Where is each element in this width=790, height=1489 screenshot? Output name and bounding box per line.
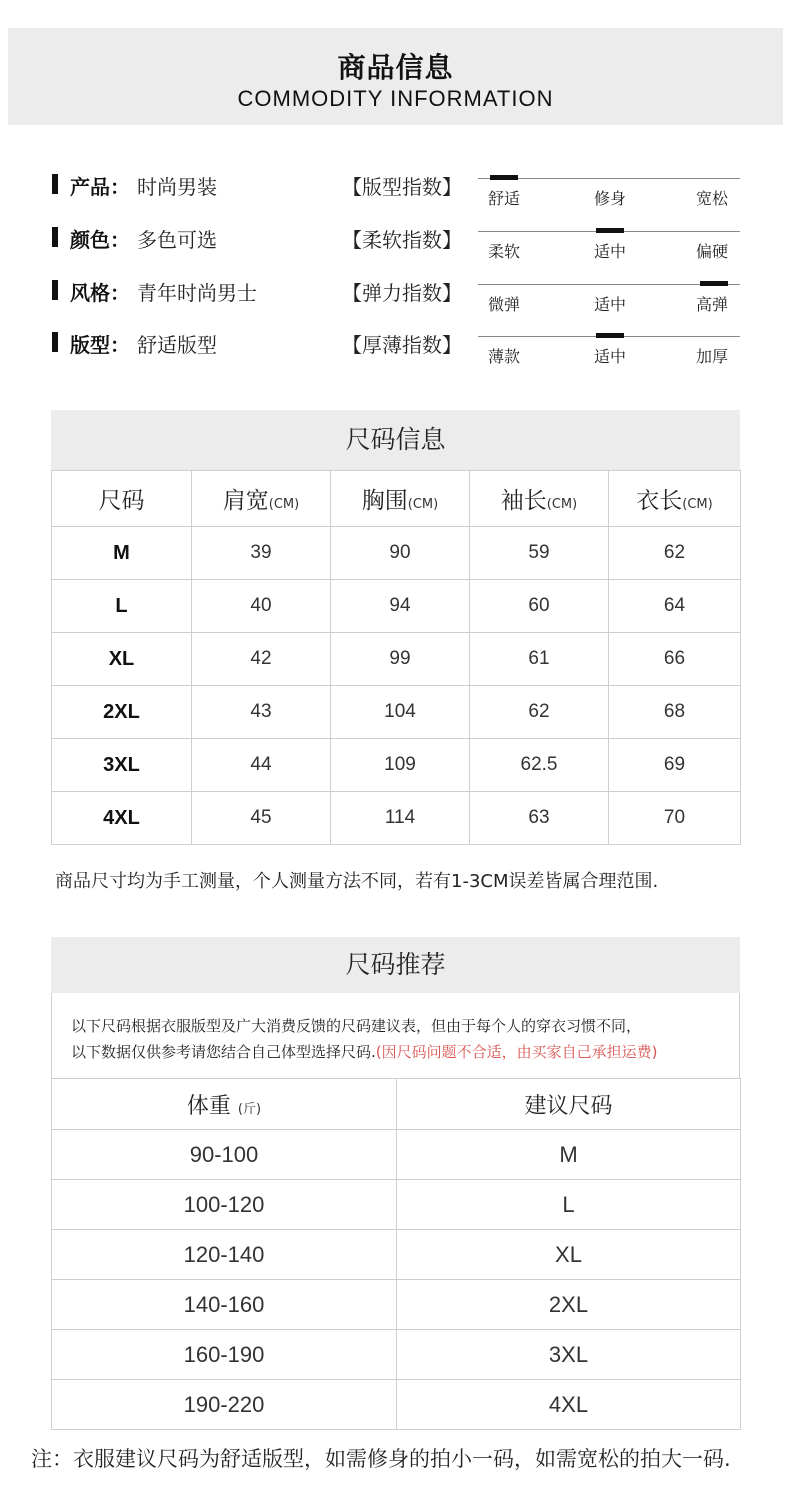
table-row — [52, 633, 741, 686]
table-cell: 42 — [192, 633, 331, 686]
table-cell: 66 — [609, 633, 741, 686]
bullet-bar-icon — [52, 174, 58, 194]
table-cell: 40 — [192, 580, 331, 633]
elasticity-index-label: 【弹力指数】 — [342, 281, 462, 305]
table-cell: 43 — [192, 686, 331, 739]
table-header-row — [52, 471, 741, 527]
table-row — [52, 1280, 741, 1330]
column-header: 胸围(CM) — [331, 471, 470, 527]
column-header: 体重 (斤) — [52, 1079, 397, 1130]
description-line: 以下数据仅供参考请您结合自己体型选择尺码.(因尺码问题不合适，由买家自己承担运费) — [71, 1043, 658, 1061]
table-row — [52, 527, 741, 580]
size-cell: 2XL — [52, 686, 192, 739]
table-cell: 99 — [331, 633, 470, 686]
scale-marker — [490, 175, 518, 180]
weight-cell: 90-100 — [52, 1130, 397, 1180]
scale-option: 适中 — [594, 347, 627, 366]
table-cell: 70 — [609, 792, 741, 845]
table-cell: 90 — [331, 527, 470, 580]
column-header: 衣长(CM) — [609, 471, 741, 527]
size-recommend-title: 尺码推荐 — [51, 937, 740, 993]
size-cell: 4XL — [52, 792, 192, 845]
size-cell: 4XL — [397, 1380, 741, 1430]
column-header: 肩宽(CM) — [192, 471, 331, 527]
table-cell: 109 — [331, 739, 470, 792]
table-cell: 68 — [609, 686, 741, 739]
shipping-warning: (因尺码问题不合适，由买家自己承担运费) — [375, 1043, 658, 1061]
size-recommend-table — [51, 1078, 741, 1430]
weight-cell: 160-190 — [52, 1330, 397, 1380]
table-cell: 94 — [331, 580, 470, 633]
size-cell: 2XL — [397, 1280, 741, 1330]
table-cell: 39 — [192, 527, 331, 580]
header-title-en: COMMODITY INFORMATION — [237, 86, 554, 111]
column-header: 袖长(CM) — [470, 471, 609, 527]
weight-cell: 140-160 — [52, 1280, 397, 1330]
scale-option: 偏硬 — [696, 242, 729, 261]
scale-option: 薄款 — [488, 347, 521, 366]
info-label: 产品： — [70, 175, 130, 199]
table-cell: 44 — [192, 739, 331, 792]
table-cell: 61 — [470, 633, 609, 686]
table-cell: 62 — [470, 686, 609, 739]
column-header: 尺码 — [52, 471, 192, 527]
footer-note: 注：衣服建议尺码为舒适版型，如需修身的拍小一码，如需宽松的拍大一码. — [31, 1447, 731, 1471]
scale-option: 舒适 — [488, 189, 521, 208]
table-cell: 45 — [192, 792, 331, 845]
scale-option: 加厚 — [696, 347, 729, 366]
size-info-title: 尺码信息 — [51, 410, 740, 470]
fit-index-scale — [478, 178, 740, 212]
table-cell: 63 — [470, 792, 609, 845]
scale-option: 宽松 — [696, 189, 729, 208]
info-label: 风格： — [70, 281, 130, 305]
size-cell: 3XL — [52, 739, 192, 792]
info-value: 舒适版型 — [137, 333, 217, 357]
size-cell: L — [397, 1180, 741, 1230]
table-row — [52, 1330, 741, 1380]
bullet-bar-icon — [52, 332, 58, 352]
size-cell: M — [397, 1130, 741, 1180]
table-row — [52, 1380, 741, 1430]
table-cell: 114 — [331, 792, 470, 845]
fit-index-label: 【版型指数】 — [342, 175, 462, 199]
recommend-description — [51, 993, 740, 1078]
thickness-index-label: 【厚薄指数】 — [342, 333, 462, 357]
softness-index-scale — [478, 231, 740, 265]
table-row — [52, 1230, 741, 1280]
table-cell: 62.5 — [470, 739, 609, 792]
softness-index-label: 【柔软指数】 — [342, 228, 462, 252]
table-cell: 69 — [609, 739, 741, 792]
scale-option: 适中 — [594, 295, 627, 314]
table-cell: 60 — [470, 580, 609, 633]
table-header-row — [52, 1079, 741, 1130]
scale-option: 修身 — [594, 189, 627, 208]
weight-cell: 190-220 — [52, 1380, 397, 1430]
info-value: 多色可选 — [137, 228, 217, 252]
size-cell: XL — [52, 633, 192, 686]
table-cell: 59 — [470, 527, 609, 580]
commodity-header — [8, 28, 783, 125]
header-title-cn: 商品信息 — [337, 51, 454, 84]
size-info-table — [51, 470, 741, 845]
table-row — [52, 686, 741, 739]
scale-option: 柔软 — [488, 242, 521, 261]
info-label: 版型： — [70, 333, 130, 357]
scale-option: 高弹 — [696, 295, 729, 314]
elasticity-index-scale — [478, 284, 740, 318]
size-cell: XL — [397, 1230, 741, 1280]
scale-option: 微弹 — [488, 295, 521, 314]
weight-cell: 120-140 — [52, 1230, 397, 1280]
table-row — [52, 1180, 741, 1230]
info-label: 颜色： — [70, 228, 130, 252]
scale-marker — [596, 228, 624, 233]
scale-option: 适中 — [594, 242, 627, 261]
scale-marker — [596, 333, 624, 338]
info-value: 时尚男装 — [137, 175, 217, 199]
table-row — [52, 739, 741, 792]
scale-marker — [700, 281, 728, 286]
table-row — [52, 792, 741, 845]
table-row — [52, 1130, 741, 1180]
weight-cell: 100-120 — [52, 1180, 397, 1230]
column-header: 建议尺码 — [397, 1079, 741, 1130]
size-cell: 3XL — [397, 1330, 741, 1380]
bullet-bar-icon — [52, 280, 58, 300]
table-cell: 64 — [609, 580, 741, 633]
bullet-bar-icon — [52, 227, 58, 247]
table-cell: 62 — [609, 527, 741, 580]
table-cell: 104 — [331, 686, 470, 739]
size-cell: L — [52, 580, 192, 633]
measurement-note: 商品尺寸均为手工测量，个人测量方法不同，若有1-3CM误差皆属合理范围. — [55, 871, 659, 892]
table-row — [52, 580, 741, 633]
size-cell: M — [52, 527, 192, 580]
info-value: 青年时尚男士 — [137, 281, 257, 305]
thickness-index-scale — [478, 336, 740, 370]
description-line: 以下尺码根据衣服版型及广大消费反馈的尺码建议表，但由于每个人的穿衣习惯不同， — [71, 1017, 642, 1035]
